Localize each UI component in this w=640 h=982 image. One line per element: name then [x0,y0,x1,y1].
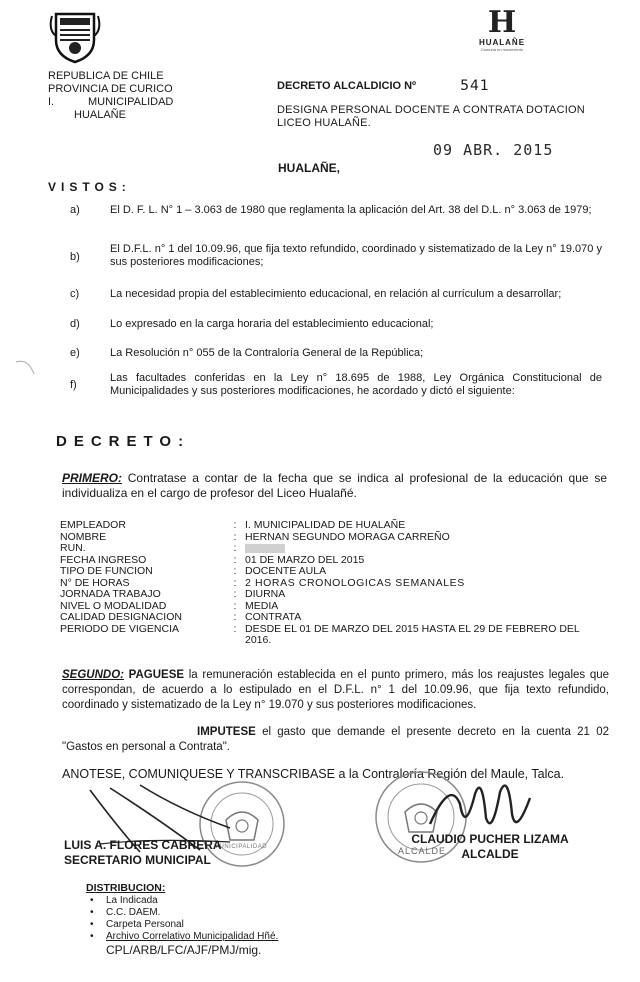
imputese-paragraph [62,725,609,755]
republic-line: REPUBLICA DE CHILE [48,70,164,82]
commune-line: HUALAÑE [74,109,126,121]
field-value: I. MUNICIPALIDAD DE HUALAÑE [245,519,406,531]
municipality-prefix: I. [48,96,55,108]
primero-text: Contratase a contar de la fecha que se indica al profesional de la educación que se individualiza en el cargo de profesor del Liceo Hualañé. [62,471,607,500]
decree-heading [277,80,490,93]
vistos-item [70,243,610,269]
field-value: DOCENTE AULA [245,565,327,577]
distribution-title: DISTRIBUCION: [86,882,166,894]
item-text: La Resolución n° 055 de la Contraloría General de la República; [110,347,424,359]
field-label: JORNADA TRABAJO [60,588,161,600]
field-row [58,532,608,544]
field-value: DIURNA [245,588,286,600]
field-colon: : [233,553,237,566]
primero-paragraph [62,471,607,501]
logo-tagline: Comuna en movimiento [480,47,524,52]
vistos-item [70,347,610,360]
field-row [58,612,608,624]
field-colon: : [233,622,237,635]
field-row [58,520,608,532]
municipal-crest [50,10,100,64]
municipality-line: MUNICIPALIDAD [88,96,174,108]
decree-number: 541 [460,78,490,94]
field-label: TIPO DE FUNCION [60,565,153,577]
decreto-title: DECRETO: [56,433,191,450]
item-text: El D.F.L. n° 1 del 10.09.96, que fija texto refundido, coordinado y sistematizado de la Ley n° 19.070 y sus posteriores modificaciones; [110,243,602,268]
field-label: NOMBRE [60,530,107,543]
province-line: PROVINCIA DE CURICO [48,83,173,95]
item-letter: c) [70,288,80,300]
field-value: DESDE EL 01 DE MARZO DEL 2015 HASTA EL 29 DE FEBRERO DEL 2016. [245,622,580,646]
mayor-block [400,832,580,862]
segundo-keyword: PAGUESE [128,669,185,681]
field-colon: : [233,611,237,623]
decree-label: DECRETO ALCALDICIO Nº [277,80,417,92]
item-letter: e) [70,347,80,359]
field-label: PERIODO DE VIGENCIA [60,622,180,635]
secretary-name: LUIS A. FLORES CABRERA [64,838,222,852]
date-stamp: 09 ABR. 2015 [433,141,554,159]
field-label: EMPLEADOR [60,519,126,531]
field-row [58,589,608,601]
field-value: 01 DE MARZO DEL 2015 [245,553,365,566]
seal-left-text: MUNICIPALIDAD [214,844,268,850]
header-left [48,70,208,122]
field-value: 2 HORAS CRONOLOGICAS SEMANALES [245,576,465,589]
distribution-item: • C.C. DAEM. [86,907,346,919]
distribution-item: • Archivo Correlativo Municipalidad Hñé. [86,931,346,943]
field-value: MEDIA [245,599,279,612]
distribution-list [86,895,346,943]
field-value: CONTRATA [245,611,302,623]
field-value: HERNAN SEGUNDO MORAGA CARREÑO [245,530,450,543]
field-colon: : [233,599,237,612]
imputese-keyword: IMPUTESE [197,726,256,738]
vistos-item [70,318,610,331]
mayor-title: ALCALDE [461,847,519,861]
item-text: Lo expresado en la carga horaria del establecimiento educacional; [110,318,434,330]
segundo-label: SEGUNDO: [62,669,124,681]
field-colon: : [233,588,237,600]
vistos-item [70,204,610,217]
field-row [58,566,608,578]
vistos-item [70,372,610,398]
vistos-title: VISTOS: [48,180,131,194]
field-colon: : [233,542,237,554]
item-letter: b) [70,251,80,263]
mayor-name: CLAUDIO PUCHER LIZAMA [411,832,569,846]
employee-fields [58,520,608,647]
decree-subject: DESIGNA PERSONAL DOCENTE A CONTRATA DOTACION LICEO HUALAÑE. [277,104,585,129]
field-label: CALIDAD DESIGNACION [60,611,182,623]
hualane-logo [470,5,534,64]
segundo-text: la remuneración establecida en el punto primero, más los reajustes legales que correspondan, de acuerdo a lo estipulado en el D.F.L. n° 1 del 10.09.96, que fija texto refundido, coordinado y sistematizado de la Ley n° 19.070 y sus posteriores modificaciones. [62,669,610,711]
item-letter: a) [70,204,80,216]
field-row [58,624,608,647]
field-colon: : [233,519,237,531]
imputese-text: el gasto que demande el presente decreto en la cuenta 21 02 "Gastos en personal a Contrata". [62,726,609,753]
item-text: El D. F. L. N° 1 – 3.063 de 1980 que reglamenta la aplicación del Art. 38 del D.L. n° 3.063 de 1979; [110,204,592,216]
distribution-item: • Carpeta Personal [86,919,346,931]
field-label: RUN. [60,542,86,554]
logo-name: HUALAÑE [478,38,526,47]
field-value [245,543,608,555]
field-colon: : [233,530,237,543]
anotese-line: ANOTESE, COMUNIQUESE Y TRANSCRIBASE a la Contraloría Región del Maule, Talca. [62,767,565,781]
secretary-block [64,838,222,868]
redacted-run [245,544,285,553]
margin-mark [14,358,38,378]
vistos-item [70,288,610,301]
logo-letter: H [487,5,517,40]
field-row [58,543,608,555]
field-colon: : [233,576,237,589]
distribution-item: • La Indicada [86,895,346,907]
item-text: Las facultades conferidas en la Ley n° 18.695 de 1988, Ley Orgánica Constitucional de Municipalidades y sus posteriores modificaciones, he acordado y dictó el siguiente: [110,372,602,397]
item-text: La necesidad propia del establecimiento educacional, en relación al currículum a desarrollar; [110,288,562,300]
field-colon: : [233,565,237,577]
item-letter: f) [70,379,77,391]
field-label: FECHA INGRESO [60,553,147,566]
segundo-paragraph [62,668,609,713]
place: HUALAÑE, [278,161,340,175]
secretary-title: SECRETARIO MUNICIPAL [64,853,211,867]
item-letter: d) [70,318,80,330]
primero-label: PRIMERO: [62,471,122,485]
field-label: NIVEL O MODALIDAD [60,599,167,612]
initials: CPL/ARB/LFC/AJF/PMJ/mig. [106,943,262,957]
field-label: N° DE HORAS [60,576,130,589]
distribution [86,882,346,957]
seal-right-text: ALCALDE [398,846,447,856]
